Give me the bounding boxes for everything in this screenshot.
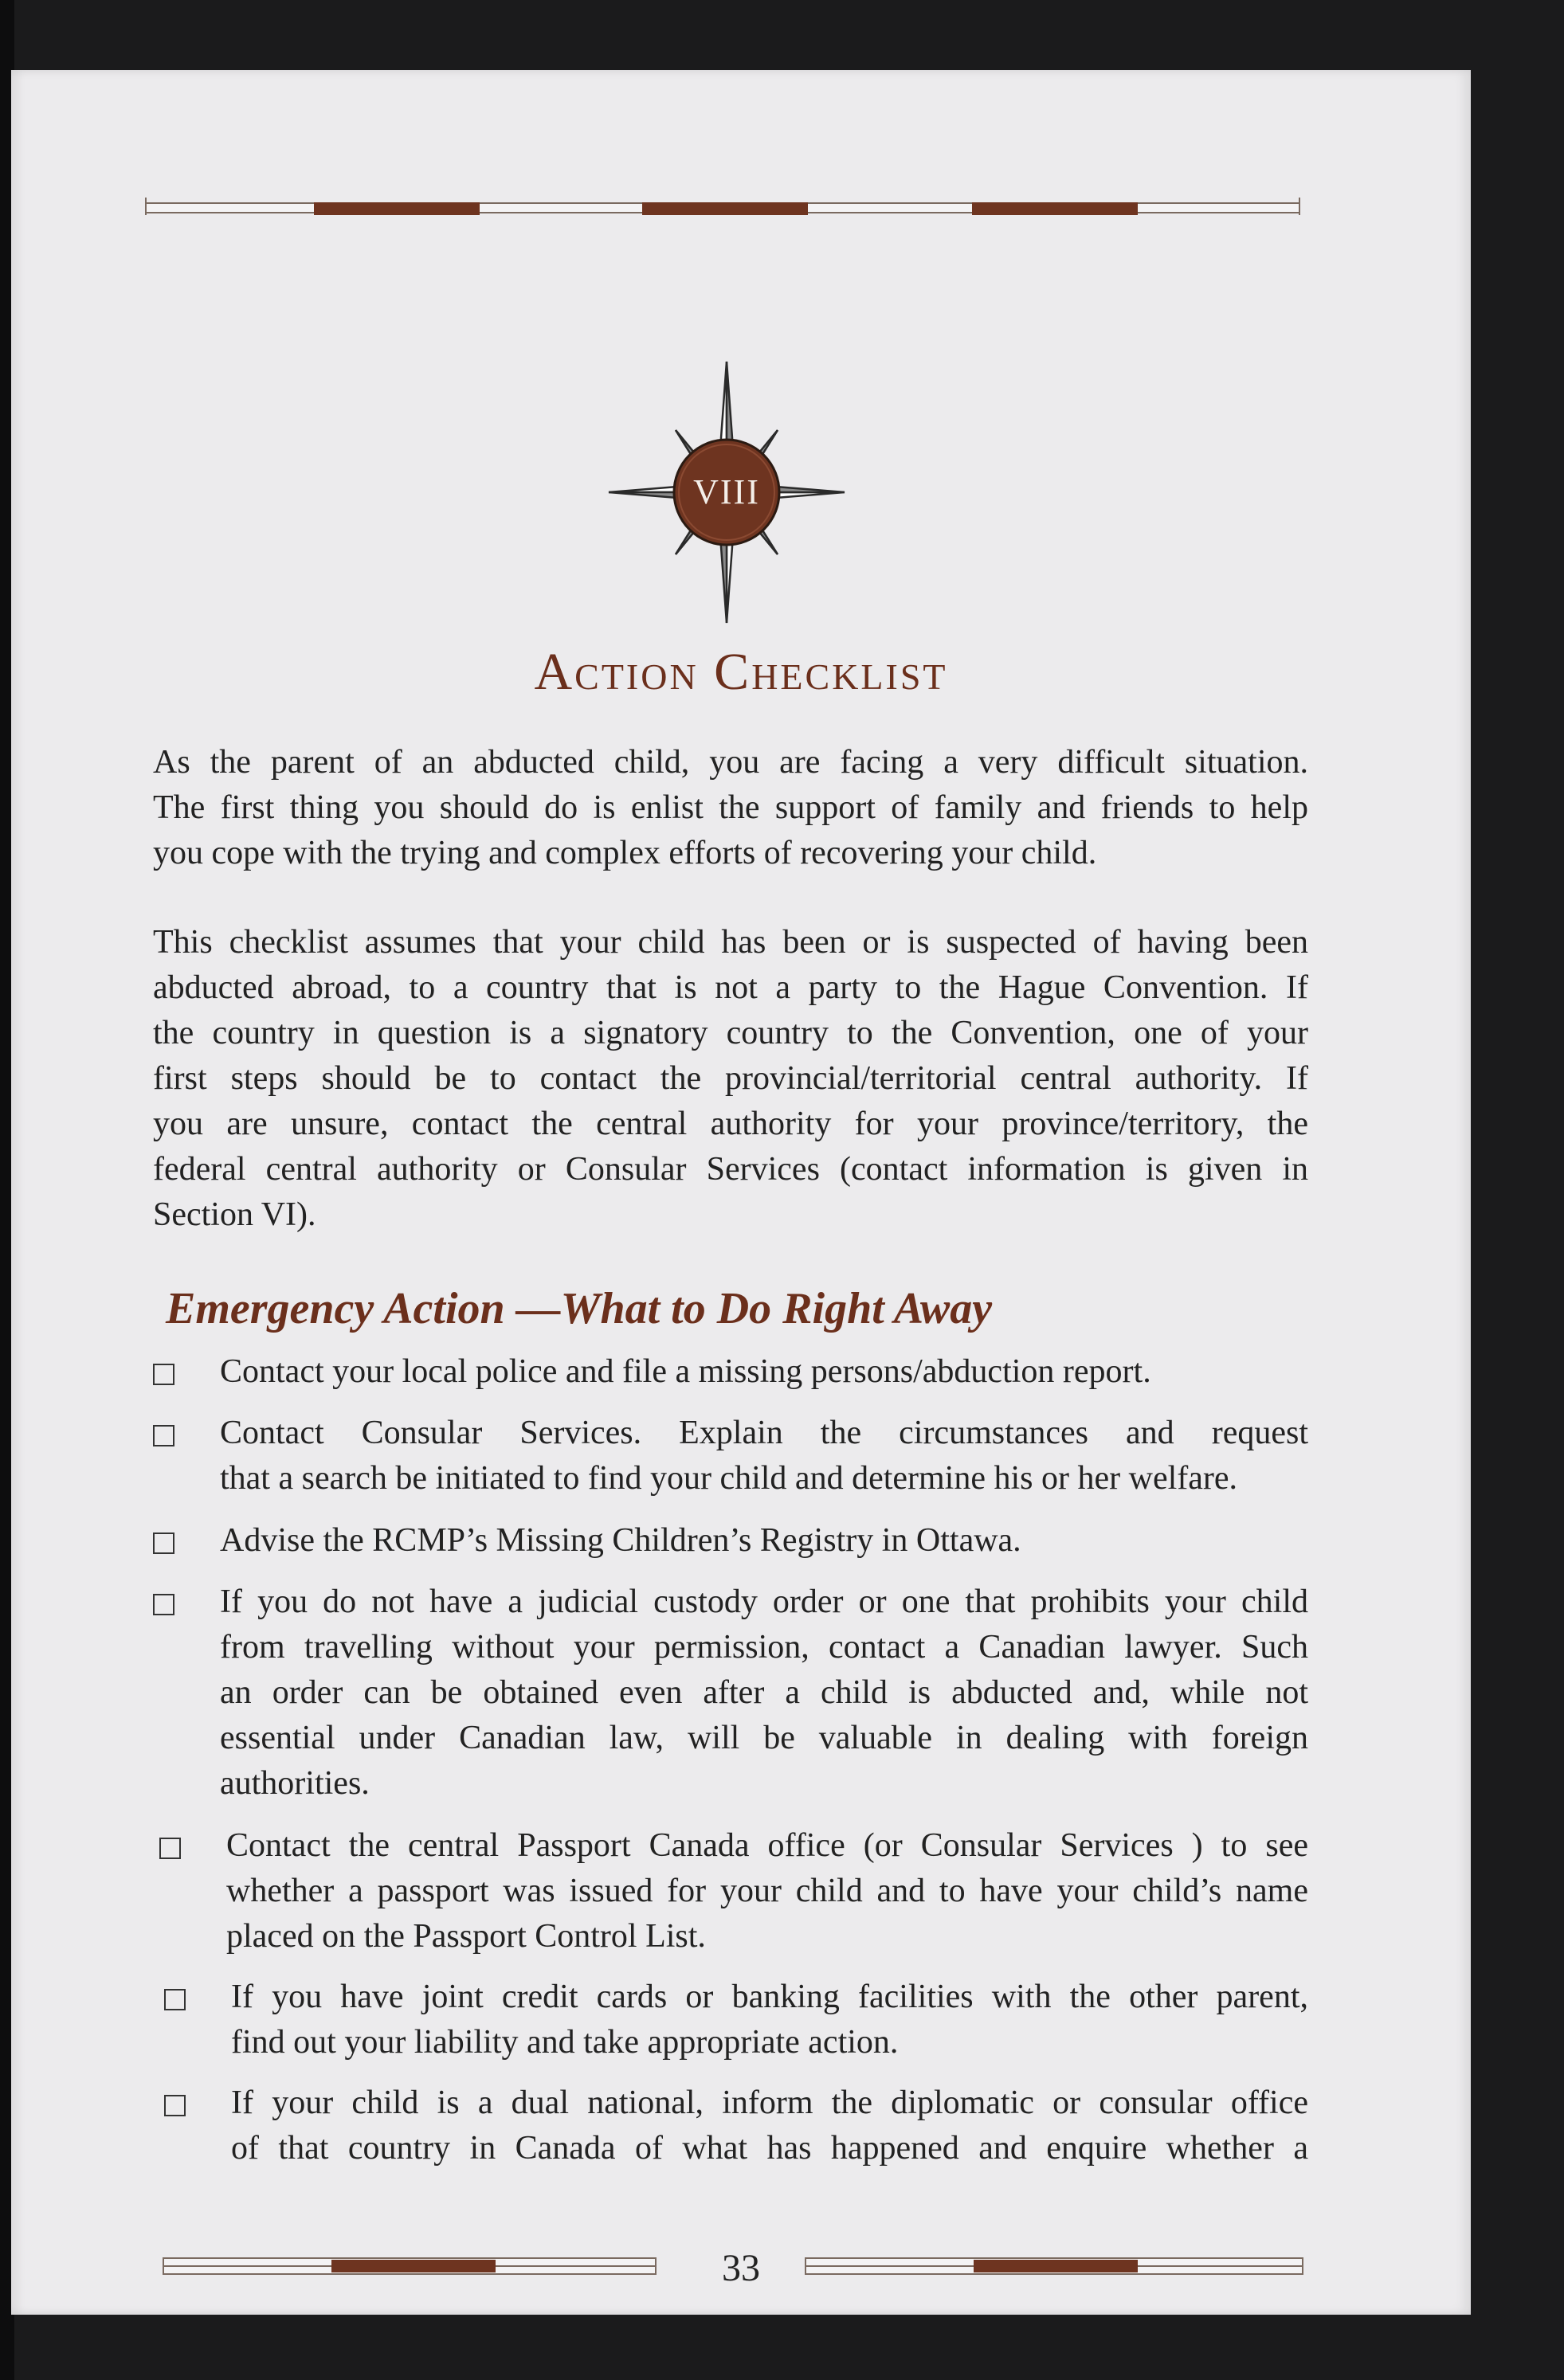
bottom-right-ornament-rule <box>805 2257 1303 2275</box>
text-line: Section VI). <box>153 1196 316 1233</box>
top-rule-left-tick <box>145 198 147 215</box>
text-line: placed on the Passport Control List. <box>226 1918 706 1955</box>
text-line: you are unsure, contact the central authority for your province/territory, the <box>153 1106 1308 1142</box>
book-page <box>11 70 1471 2315</box>
text-line: Contact the central Passport Canada office (or Consular Services ) to see <box>226 1827 1308 1864</box>
text-line: Contact your local police and file a missing persons/abduction report. <box>220 1353 1151 1390</box>
text-line: essential under Canadian law, will be valuable in dealing with foreign <box>220 1720 1308 1756</box>
text-line: an order can be obtained even after a child is abducted and, while not <box>220 1674 1308 1711</box>
text-line: from travelling without your permission, contact a Canadian lawyer. Such <box>220 1629 1308 1666</box>
text-line: As the parent of an abducted child, you are facing a very difficult situation. <box>153 744 1308 781</box>
text-line: the country in question is a signatory country to the Convention, one of your <box>153 1015 1308 1051</box>
text-line: Contact Consular Services. Explain the circumstances and request <box>220 1415 1308 1451</box>
intro-paragraph-1 <box>153 740 1308 876</box>
intro-paragraph-2 <box>153 920 1308 1238</box>
text-line: find out your liability and take appropriate action. <box>231 2024 899 2061</box>
bottom-left-ornament-rule <box>163 2257 657 2275</box>
section-heading: Emergency Action —What to Do Right Away <box>166 1284 993 1333</box>
text-line: of that country in Canada of what has happened and enquire whether a <box>231 2130 1308 2167</box>
checkbox[interactable] <box>164 1989 186 2010</box>
text-line: The first thing you should do is enlist the support of family and friends to help <box>153 789 1308 826</box>
text-line: This checklist assumes that your child has been or is suspected of having been <box>153 924 1308 961</box>
top-rule-right-tick <box>1299 198 1300 215</box>
text-line: first steps should be to contact the provincial/territorial central authority. If <box>153 1060 1308 1097</box>
text-line: Advise the RCMP’s Missing Children’s Registry in Ottawa. <box>220 1522 1021 1559</box>
text-line: abducted abroad, to a country that is not a party to the Hague Convention. If <box>153 969 1308 1006</box>
text-line: that a search be initiated to find your child and determine his or her welfare. <box>220 1460 1238 1497</box>
text-line: you cope with the trying and complex efforts of recovering your child. <box>153 835 1097 871</box>
page-title: Action Checklist <box>534 643 948 701</box>
top-ornament-rule <box>145 202 1300 213</box>
text-line: authorities. <box>220 1765 370 1802</box>
checkbox[interactable] <box>153 1364 174 1385</box>
compass-rose-icon <box>607 358 846 626</box>
checkbox[interactable] <box>164 2095 186 2116</box>
chapter-numeral: VIII <box>693 472 760 511</box>
text-line: whether a passport was issued for your child and to have your child’s name <box>226 1873 1308 1909</box>
checkbox[interactable] <box>153 1594 174 1615</box>
text-line: If you have joint credit cards or banking facilities with the other parent, <box>231 1979 1308 2015</box>
checkbox[interactable] <box>153 1533 174 1554</box>
text-line: If you do not have a judicial custody order or one that prohibits your child <box>220 1583 1308 1620</box>
checkbox[interactable] <box>153 1425 174 1446</box>
checkbox[interactable] <box>159 1838 181 1859</box>
text-line: If your child is a dual national, inform the diplomatic or consular office <box>231 2084 1308 2121</box>
text-line: federal central authority or Consular Services (contact information is given in <box>153 1151 1308 1188</box>
page-number: 33 <box>722 2247 760 2289</box>
